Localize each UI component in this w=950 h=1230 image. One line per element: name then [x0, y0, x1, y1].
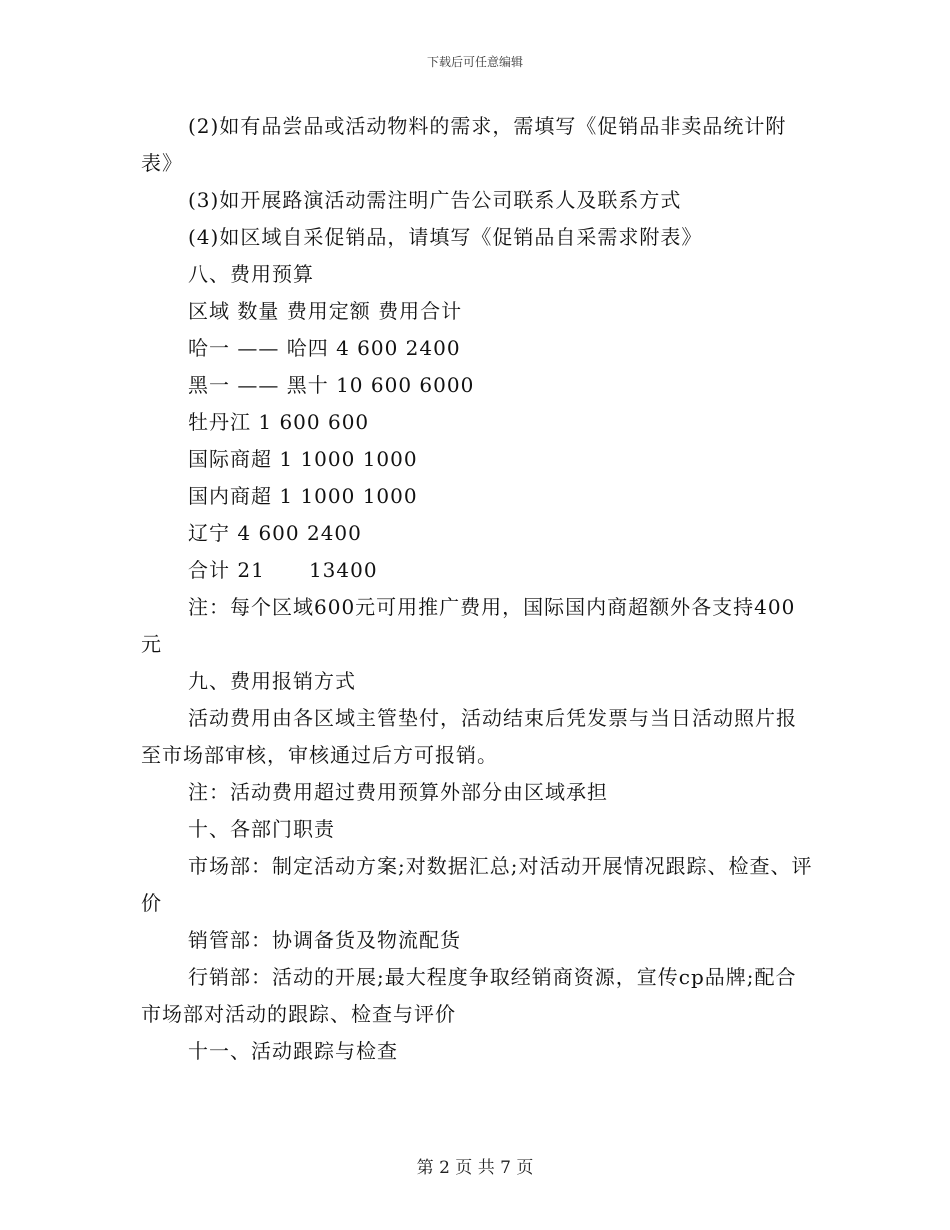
paragraph: (3)如开展路演活动需注明广告公司联系人及联系方式 [188, 188, 682, 212]
budget-row: 国际商超 1 1000 1000 [188, 447, 418, 471]
section-heading: 八、费用预算 [188, 262, 314, 286]
budget-row: 国内商超 1 1000 1000 [188, 484, 418, 508]
budget-row: 黑一 —— 黑十 10 600 6000 [188, 373, 475, 397]
page-header: 下载后可任意编辑 [426, 55, 523, 69]
page-footer: 第 2 页 共 7 页 [416, 1158, 534, 1178]
section-heading: 十、各部门职责 [188, 817, 335, 841]
document-body [141, 108, 813, 1070]
paragraph: 销管部：协调备货及物流配货 [188, 928, 461, 952]
paragraph: (2)如有品尝品或活动物料的需求，需填写《促销品非卖品统计附表》 [141, 114, 787, 175]
budget-row: 牡丹江 1 600 600 [188, 410, 370, 434]
section-heading: 九、费用报销方式 [188, 669, 356, 693]
section-heading: 十一、活动跟踪与检查 [188, 1039, 398, 1063]
paragraph: (4)如区域自采促销品，请填写《促销品自采需求附表》 [188, 225, 703, 249]
paragraph: 行销部：活动的开展;最大程度争取经销商资源，宣传cp品牌;配合市场部对活动的跟踪、检查与评价 [141, 965, 797, 1026]
paragraph: 注：活动费用超过费用预算外部分由区域承担 [188, 780, 608, 804]
budget-total-row: 合计 21 13400 [188, 558, 378, 582]
paragraph: 注：每个区域600元可用推广费用，国际国内商超额外各支持400元 [141, 595, 796, 656]
budget-row: 辽宁 4 600 2400 [188, 521, 362, 545]
paragraph: 市场部：制定活动方案;对数据汇总;对活动开展情况跟踪、检查、评价 [141, 854, 813, 915]
paragraph: 活动费用由各区域主管垫付，活动结束后凭发票与当日活动照片报至市场部审核，审核通过后方可报销。 [141, 706, 797, 767]
budget-header-row: 区域 数量 费用定额 费用合计 [188, 299, 463, 323]
budget-row: 哈一 —— 哈四 4 600 2400 [188, 336, 461, 360]
